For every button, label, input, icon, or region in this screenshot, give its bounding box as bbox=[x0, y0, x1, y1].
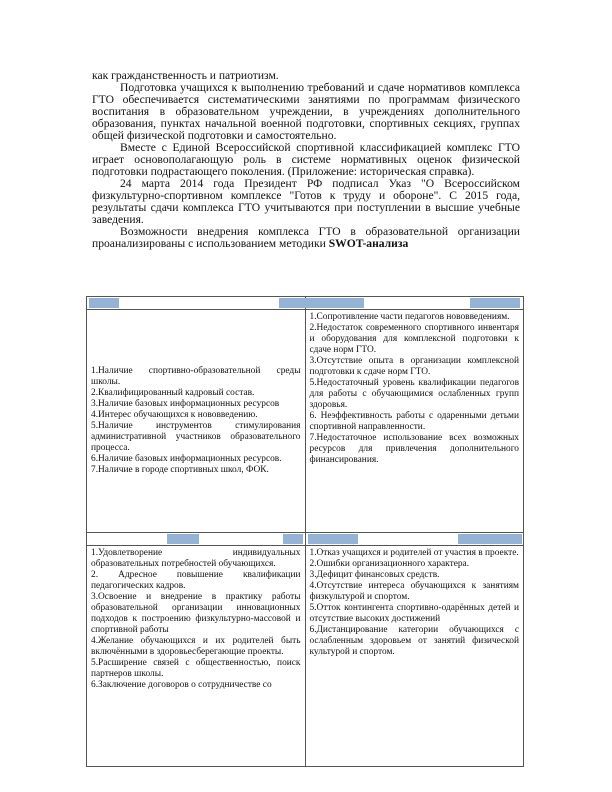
list-item: 4.Желание обучающихся и их родителей быть включёнными в здоровьесберегающие проекты. bbox=[91, 636, 301, 657]
list-item: 6.Дистанцирование категории обучающихся с ослабленным здоровьем от занятий физической культурой и спортом. bbox=[309, 625, 519, 657]
header-cell-left bbox=[87, 533, 306, 546]
paragraph: 24 марта 2014 года Президент РФ подписал Указ "О Всероссийском физкультурно-спортивном комплексе "Готов к труду и обороне". С 2015 года, результаты сдачи комплекса ГТО учитываются при поступлении в высшие учебные заведения. bbox=[92, 177, 520, 226]
header-cell-left bbox=[87, 297, 306, 310]
header-bar bbox=[283, 534, 303, 544]
list-item: 6.Заключение договоров о сотрудничестве со bbox=[91, 680, 272, 690]
list-item: 3.Освоение и внедрение в практику работы образовательной организации инновационных подходов к построению физкультурно-массовой и спортивной работы bbox=[91, 592, 301, 635]
list-item: 2.Ошибки организационного характера. bbox=[309, 559, 470, 569]
list-item: 2.Квалифицированный кадровый состав. bbox=[91, 388, 255, 398]
list-item: 1.Сопротивление части педагогов нововведениям. bbox=[309, 312, 510, 322]
list-item: 5.Отток контингента спортивно-одарённых детей и отсутствие высоких достижений bbox=[309, 603, 519, 624]
list-item: 7.Недостаточное использование всех возможных ресурсов для привлечения дополнительного финансирования. bbox=[309, 433, 519, 465]
header-bar bbox=[470, 298, 520, 308]
paragraph-text: Возможности внедрения комплекса ГТО в образовательной организации проанализированы с использованием методики bbox=[92, 225, 520, 250]
strengths-cell bbox=[87, 310, 306, 533]
list-item: 3.Дефицит финансовых средств. bbox=[309, 570, 440, 580]
list-item: 5.Недостаточный уровень квалификации педагогов для работы с обучающимися ослабленных групп здоровья. bbox=[309, 378, 519, 410]
list-item: 1.Удовлетворение индивидуальных образовательных потребностей обучающихся. bbox=[91, 548, 301, 569]
threats-cell bbox=[305, 546, 524, 767]
header-bar bbox=[167, 534, 199, 544]
strengths-list bbox=[87, 310, 305, 532]
threats-list bbox=[306, 546, 524, 660]
paragraph bbox=[92, 226, 520, 250]
body-text bbox=[92, 70, 520, 250]
paragraph: Подготовка учащихся к выполнению требований и сдаче нормативов комплекса ГТО обеспечивается систематическими занятиями по программам физического воспитания в образовательном учреждении, в учреждениях дополнительного образования, пунктах начальной военной подготовки, спортивных секциях, группах общей физической подготовки и самостоятельно. bbox=[92, 81, 520, 142]
list-item: 4.Интерес обучающихся к нововведению. bbox=[91, 410, 258, 420]
list-item: 1.Наличие спортивно-образовательной среды школы. bbox=[91, 366, 301, 387]
list-item: 7.Наличие в городе спортивных школ, ФОК. bbox=[91, 465, 269, 475]
list-item: 5.Наличие инструментов стимулирования административной участников образовательного процесса. bbox=[91, 421, 301, 453]
header-bar bbox=[308, 534, 358, 544]
opportunities-cell bbox=[87, 546, 306, 767]
paragraph: как гражданственность и патриотизм. bbox=[92, 69, 279, 82]
swot-term: SWOT-анализа bbox=[328, 237, 409, 250]
list-item: 5.Расширение связей с общественностью, поиск партнеров школы. bbox=[91, 658, 301, 679]
paragraph: Вместе с Единой Всероссийской спортивной классификацией комплекс ГТО играет основополагающую роль в системе нормативных оценок физической подготовки подрастающего поколения. (Приложение: историческая справка). bbox=[92, 141, 520, 178]
weaknesses-cell bbox=[305, 310, 524, 533]
list-item: 4.Отсутствие интереса обучающихся к занятиям физкультурой и спортом. bbox=[309, 581, 519, 602]
header-bar bbox=[308, 298, 364, 308]
opportunities-list bbox=[87, 546, 305, 693]
weaknesses-list bbox=[306, 310, 524, 468]
list-item: 6.Наличие базовых информационных ресурсов. bbox=[91, 454, 282, 464]
list-item: 6. Неэффективность работы с одаренными детьми спортивной направленности. bbox=[309, 411, 519, 432]
swot-table bbox=[86, 296, 524, 767]
list-item: 3.Отсутствие опыта в организации комплексной подготовки к сдаче норм ГТО. bbox=[309, 356, 519, 377]
header-bar bbox=[89, 298, 119, 308]
list-item: 3.Наличие базовых информационных ресурсов bbox=[91, 399, 280, 409]
header-cell-right bbox=[305, 297, 524, 310]
list-item: 1.Отказ учащихся и родителей от участия в проекте. bbox=[309, 548, 519, 558]
header-cell-right bbox=[305, 533, 524, 546]
header-bar bbox=[458, 534, 522, 544]
list-item: 2.Недостаток современного спортивного инвентаря и оборудования для комплексной подготовки к сдаче норм ГТО. bbox=[309, 323, 519, 355]
list-item: 2. Адресное повышение квалификации педагогических кадров. bbox=[91, 570, 301, 591]
